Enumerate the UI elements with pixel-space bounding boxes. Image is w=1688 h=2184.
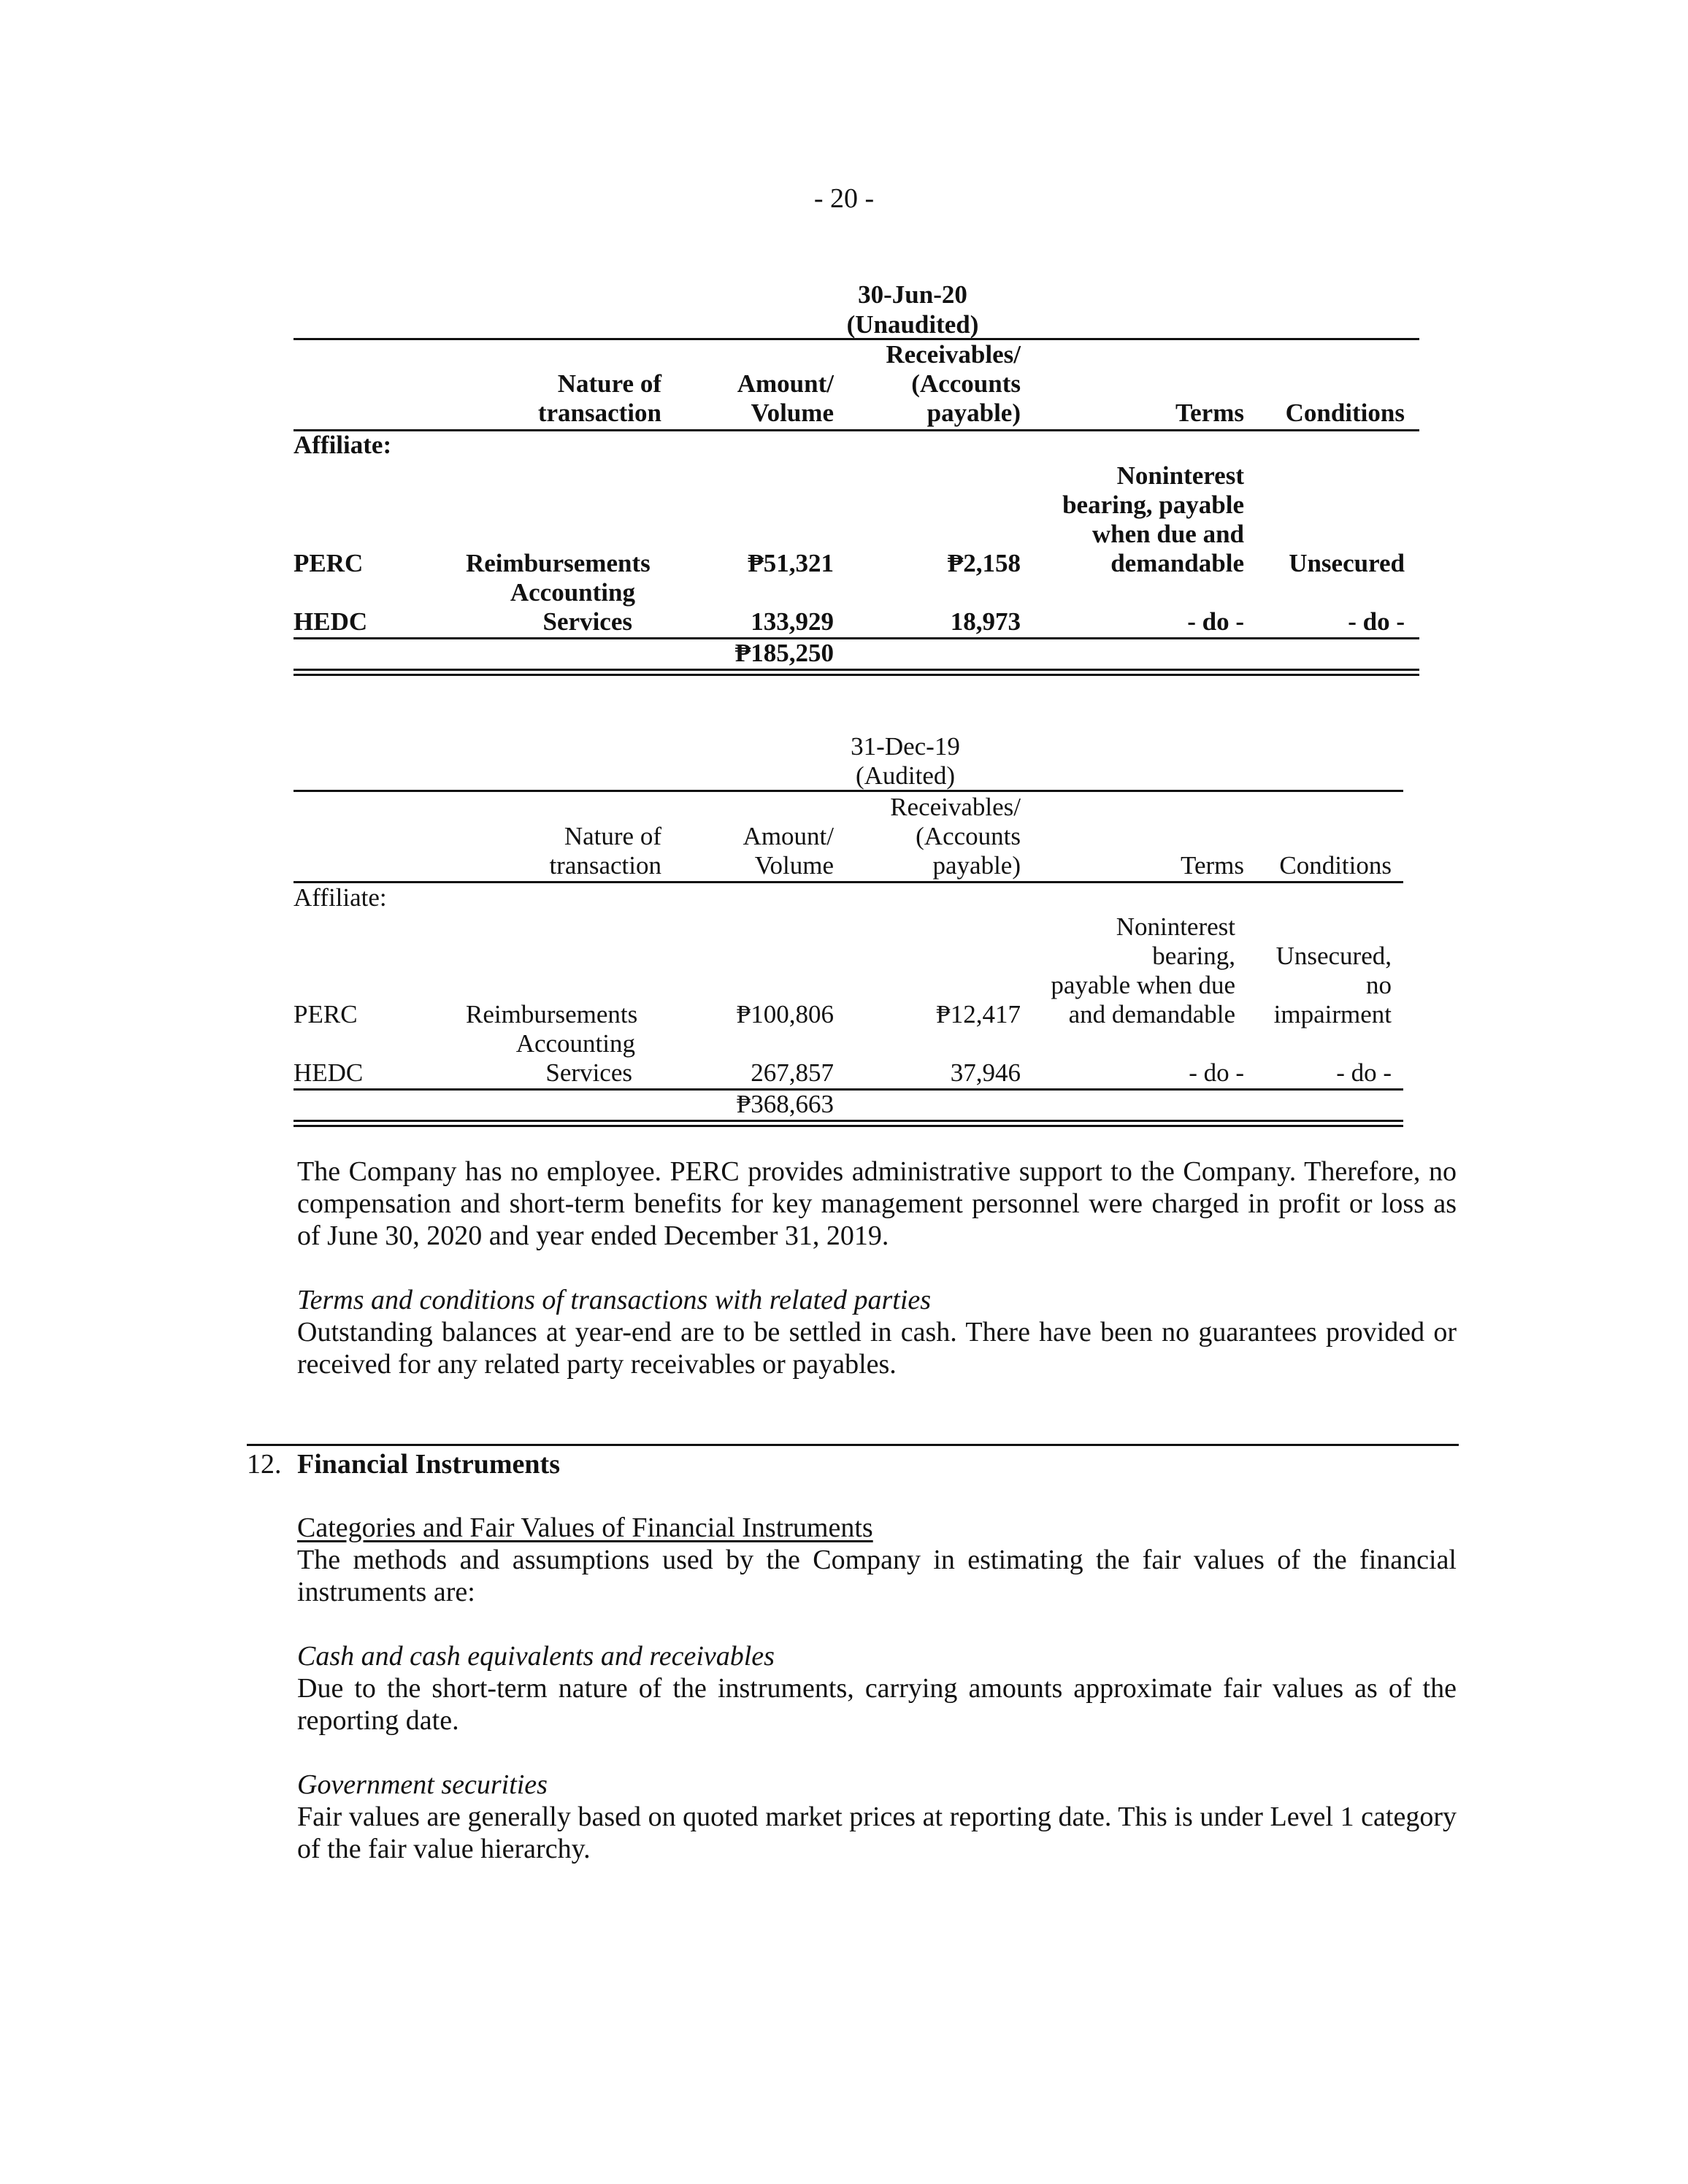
table1-header-rule [294,429,1419,431]
table1-audit-status: (Unaudited) [846,310,979,339]
table1-perc-terms-2: bearing, payable [1062,491,1244,519]
table2-perc-conditions-2: no [1366,971,1392,999]
government-securities-heading: Government securities [297,1769,548,1800]
table1-hedc-terms: - do - [1187,607,1244,636]
table1-hedc-nature-1: Accounting [510,578,635,607]
table2-header-receivables-3: payable) [932,851,1021,880]
table1-hedc-nature-2: Services [542,607,632,636]
table1-perc-terms-1: Noninterest [1116,461,1244,490]
table2-header-terms: Terms [1181,851,1244,880]
table1-hedc-conditions: - do - [1348,607,1405,636]
table1-total: ₱185,250 [734,639,834,667]
table2-double-rule-bottom [294,1125,1403,1127]
table2-header-amount-2: Volume [754,851,834,880]
cash-heading: Cash and cash equivalents and receivables [297,1641,775,1672]
cash-body: Due to the short-term nature of the instruments, carrying amounts approximate fair values as of the reporting date. [297,1673,1457,1736]
table2-perc-terms-4: and demandable [1068,1000,1235,1028]
table2-perc-nature: Reimbursements [466,1000,638,1028]
table2-header-nature-1: Nature of [564,822,661,850]
table2-perc-entity: PERC [294,1000,358,1028]
table2-hedc-entity: HEDC [294,1058,364,1087]
categories-heading [297,1512,1457,1544]
section-title: Financial Instruments [297,1449,560,1480]
table2-perc-terms-1: Noninterest [1116,912,1235,941]
table1-hedc-receivable: 18,973 [950,607,1021,636]
table2-hedc-rule [294,1088,1403,1091]
table2-audit-status: (Audited) [855,761,956,790]
table2-total: ₱368,663 [736,1090,834,1118]
table2-perc-conditions-3: impairment [1273,1000,1392,1028]
table2-header-receivables-2: (Accounts [916,822,1021,850]
table1-double-rule-top [294,669,1419,671]
table1-hedc-entity: HEDC [294,607,368,636]
table1-date: 30-Jun-20 [858,280,967,309]
government-securities-body: Fair values are generally based on quoted market prices at reporting date. This is under Level 1 category of the fair value hierarchy. [297,1802,1457,1864]
table2-header-nature-2: transaction [549,851,661,880]
employee-paragraph: The Company has no employee. PERC provides administrative support to the Company. Therefore, no compensation and short-term benefits for key management personnel were charged in profit or loss as of June 30, 2020 and year ended December 31, 2019. [297,1156,1457,1251]
table2-header-amount-1: Amount/ [743,822,834,850]
table2-perc-receivable: ₱12,417 [936,1000,1021,1028]
table2-hedc-receivable: 37,946 [950,1058,1021,1087]
table1-affiliate-label: Affiliate: [294,431,392,459]
table2-perc-conditions-1: Unsecured, [1275,942,1392,970]
table1-header-conditions: Conditions [1285,399,1405,427]
table1-header-amount-2: Volume [751,399,834,427]
table1-perc-receivable: ₱2,158 [947,549,1021,577]
table2-header-rule [294,881,1403,883]
terms-conditions-body: Outstanding balances at year-end are to be settled in cash. There have been no guarantees provided or received for any related party receivables or payables. [297,1317,1457,1380]
table2-affiliate-label: Affiliate: [294,883,387,912]
table2-hedc-terms: - do - [1189,1058,1244,1087]
table1-perc-entity: PERC [294,549,364,577]
table2-perc-terms-3: payable when due [1051,971,1235,999]
section-number: 12. [247,1449,282,1480]
table1-perc-conditions: Unsecured [1289,549,1405,577]
table2-hedc-conditions: - do - [1336,1058,1392,1087]
section-divider [247,1444,1459,1446]
table1-header-nature-1: Nature of [557,369,661,398]
table1-perc-nature: Reimbursements [466,549,651,577]
table1-header-terms: Terms [1175,399,1244,427]
table1-double-rule-bottom [294,674,1419,676]
table2-top-rule [294,790,1403,792]
table2-hedc-amount: 267,857 [751,1058,834,1087]
table2-double-rule-top [294,1120,1403,1122]
table2-header-conditions: Conditions [1279,851,1392,880]
categories-heading-text: Categories and Fair Values of Financial Instruments [297,1512,873,1543]
page-number: - 20 - [813,183,875,214]
table1-header-amount-1: Amount/ [737,369,834,398]
table2-hedc-nature-2: Services [545,1058,632,1087]
table1-header-nature-2: transaction [537,399,661,427]
table1-perc-terms-3: when due and [1092,520,1244,548]
categories-body: The methods and assumptions used by the Company in estimating the fair values of the financial instruments are: [297,1545,1457,1607]
table1-perc-amount: ₱51,321 [748,549,834,577]
terms-conditions-heading: Terms and conditions of transactions with related parties [297,1285,932,1315]
table1-perc-terms-4: demandable [1110,549,1244,577]
table1-header-receivables-2: (Accounts [911,369,1021,398]
table2-perc-amount: ₱100,806 [736,1000,834,1028]
table1-header-receivables-1: Receivables/ [886,340,1021,369]
table1-hedc-rule [294,637,1419,639]
table2-header-receivables-1: Receivables/ [890,793,1021,821]
table1-header-receivables-3: payable) [927,399,1021,427]
table2-date: 31-Dec-19 [851,732,960,761]
table2-hedc-nature-1: Accounting [515,1029,635,1058]
table2-perc-terms-2: bearing, [1152,942,1235,970]
table1-hedc-amount: 133,929 [751,607,834,636]
